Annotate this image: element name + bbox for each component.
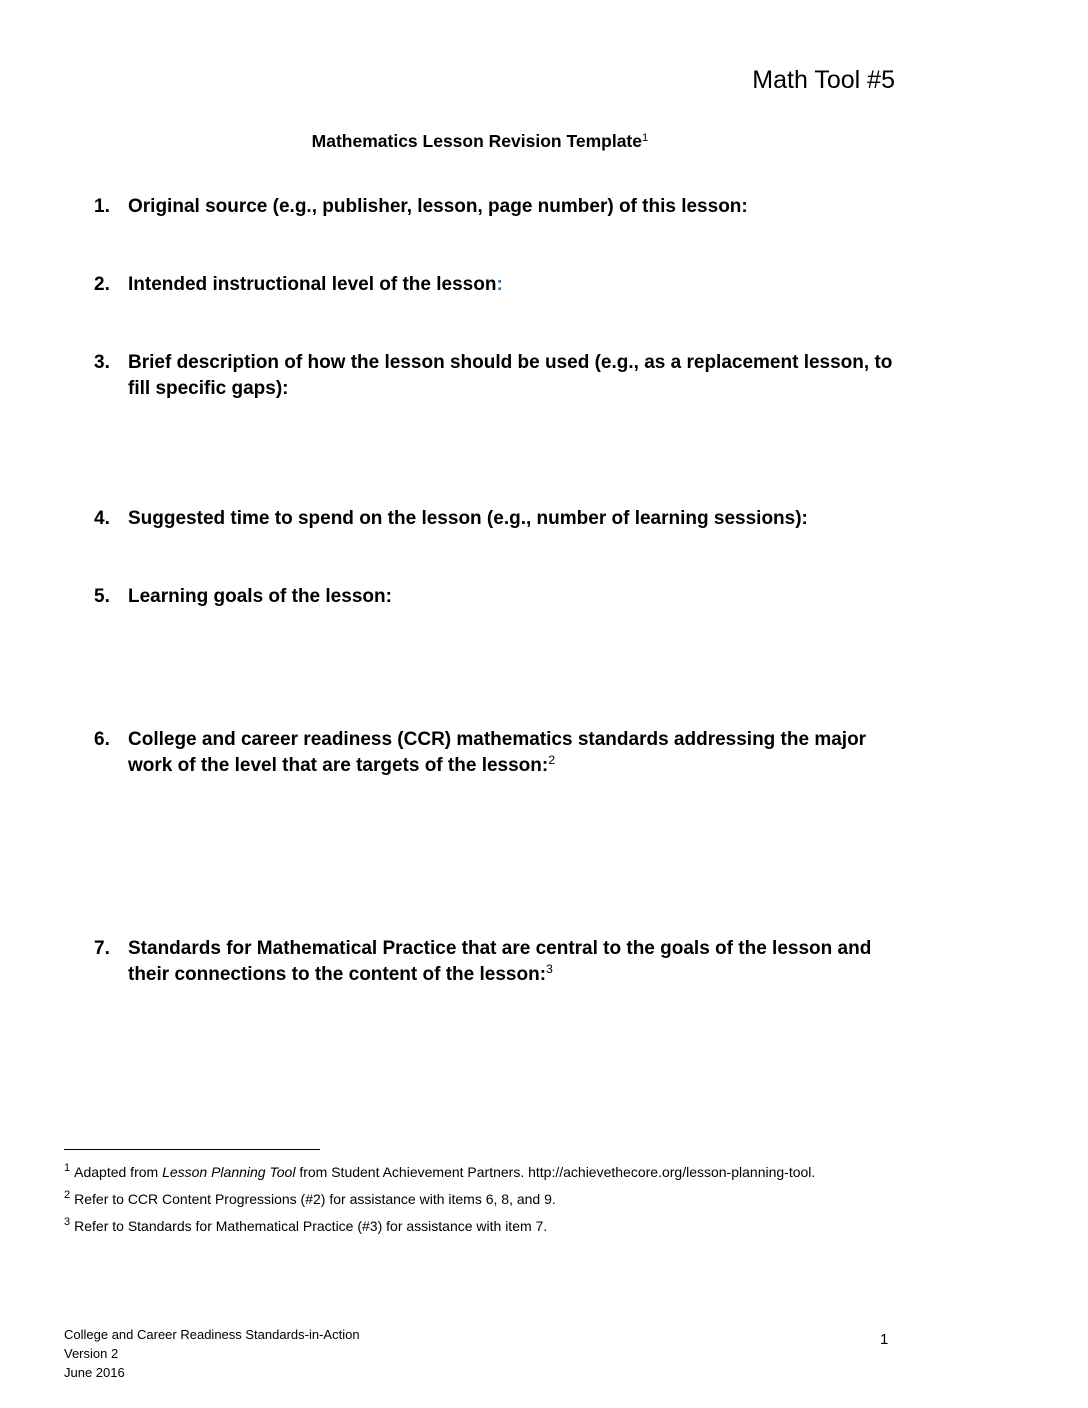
footnote-suffix: from Student Achievement Partners. http://achievethecore.org/lesson-planning-tool. — [295, 1164, 816, 1180]
footnote-2 — [64, 1188, 864, 1212]
footnote-mark: 3 — [64, 1216, 71, 1228]
form-item-2 — [94, 272, 904, 298]
footnotes — [64, 1161, 864, 1242]
form-item-5 — [94, 584, 904, 610]
form-item-4 — [94, 506, 904, 532]
footer-version: Version 2 — [64, 1346, 119, 1361]
form-item-3 — [94, 350, 904, 402]
footnote-mark: 1 — [64, 1162, 71, 1174]
document-title-text: Mathematics Lesson Revision Template — [311, 131, 642, 151]
page-footer — [64, 1325, 360, 1382]
item-text-wrapper — [128, 936, 904, 988]
page-number: 1 — [880, 1331, 889, 1348]
footnote-1 — [64, 1161, 864, 1185]
item-text-wrapper — [128, 727, 904, 779]
document-title — [0, 129, 960, 153]
item-text: Brief description of how the lesson should be used (e.g., as a replacement lesson, to fill specific gaps): — [128, 352, 893, 399]
footer-publication: College and Career Readiness Standards-in-Action — [64, 1327, 360, 1342]
footnote-italic-title: Lesson Planning Tool — [162, 1164, 296, 1180]
item-number: 3. — [94, 352, 110, 373]
item-number: 4. — [94, 508, 110, 529]
footnote-3 — [64, 1215, 864, 1239]
form-item-6 — [94, 727, 904, 779]
item-text: Original source (e.g., publisher, lesson, page number) of this lesson: — [128, 196, 748, 217]
footnote-prefix: Adapted from — [74, 1164, 163, 1180]
footer-date: June 2016 — [64, 1365, 125, 1380]
title-footnote-ref: 1 — [642, 131, 649, 144]
item-number: 2. — [94, 274, 110, 295]
item-text: College and career readiness (CCR) mathematics standards addressing the major work of the level that are targets of the lesson: — [128, 729, 867, 776]
item-footnote-ref: 3 — [546, 962, 553, 977]
form-item-1 — [94, 194, 904, 220]
item-footnote-ref: 2 — [548, 753, 556, 768]
footnote-mark: 2 — [64, 1189, 71, 1201]
item-text: Standards for Mathematical Practice that are central to the goals of the lesson and their connections to the content of the lesson: — [128, 938, 872, 985]
item-number: 1. — [94, 196, 110, 217]
form-item-7 — [94, 936, 904, 988]
footnote-separator — [64, 1149, 320, 1150]
item-number: 6. — [94, 729, 110, 750]
item-text: Suggested time to spend on the lesson (e.g., number of learning sessions): — [128, 508, 808, 529]
item-number: 7. — [94, 938, 110, 959]
footnote-text: Refer to CCR Content Progressions (#2) for assistance with items 6, 8, and 9. — [74, 1191, 556, 1207]
tool-label: Math Tool #5 — [752, 66, 895, 94]
item-text-wrapper — [128, 272, 904, 298]
item-number: 5. — [94, 586, 110, 607]
item-text: Learning goals of the lesson: — [128, 586, 392, 607]
item-text: Intended instructional level of the lesson — [128, 274, 497, 295]
item-accent-colon: : — [496, 274, 503, 295]
footnote-text: Refer to Standards for Mathematical Practice (#3) for assistance with item 7. — [74, 1218, 548, 1234]
